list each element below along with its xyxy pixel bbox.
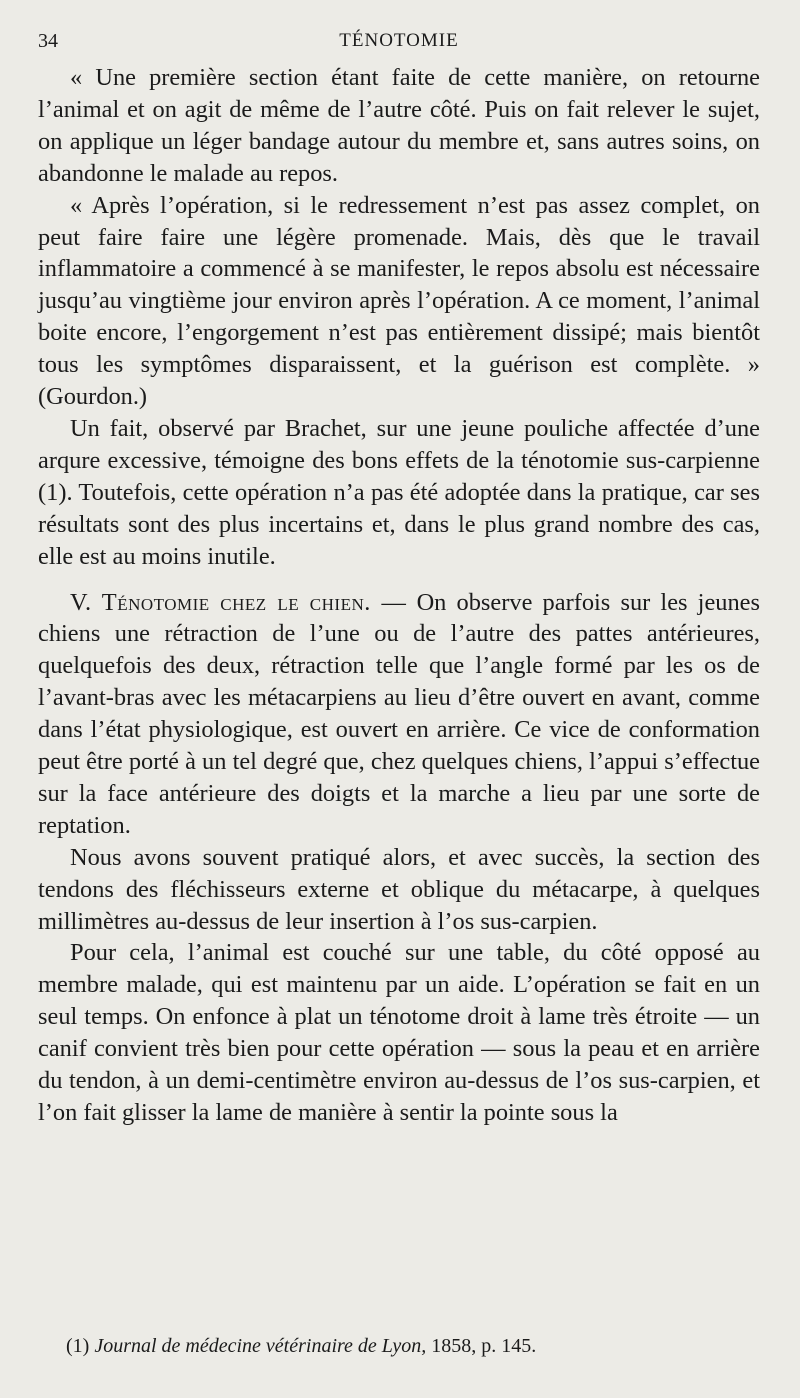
running-title: TÉNOTOMIE (339, 30, 459, 51)
section-text: On observe parfois sur les jeunes chiens une rétraction de l’une ou de l’autre des pattes antérieures, quelquefois des deux, rétraction telle que l’angle formé par les os de l’avant-bras avec les métacarpiens au lieu d’être ouvert en avant, comme dans l’état physiologique, est ouvert en arrière. Ce vice de conformation peut être porté à un tel degré que, chez quelques chiens, l’appui s’effectue sur la face antérieure des doigts et la marche a lieu par une sorte de reptation. (38, 588, 760, 839)
section-v-paragraph (38, 587, 760, 842)
paragraph-quote-2: « Après l’opération, si le redressement n’est pas assez complet, on peut faire faire une légère promenade. Mais, dès que le travail inflammatoire a commencé à se manifester, le repos absolu est nécessaire jusqu’au vingtième jour environ après l’opération. A ce moment, l’animal boite encore, l’engorgement n’est pas entièrement dissipé; mais bientôt tous les symptômes disparaissent, et la guérison est complète. » (Gourdon.) (38, 191, 760, 411)
body-text (38, 62, 760, 1129)
footnote-marker: (1) (66, 1335, 90, 1357)
section-heading: V. Ténotomie chez le chien. — (70, 588, 407, 616)
page-number: 34 (38, 30, 58, 52)
paragraph-section-tendons: Nous avons souvent pratiqué alors, et avec succès, la section des tendons des fléchisseurs externe et oblique du métacarpe, à quelques millimètres au-dessus de leur insertion à l’os sus-carpien. (38, 843, 760, 935)
footnote-source: Journal de médecine vétérinaire de Lyon, (94, 1335, 427, 1357)
footnote-details: 1858, p. 145. (431, 1335, 537, 1357)
footnote (66, 1333, 760, 1359)
paragraph-procedure: Pour cela, l’animal est couché sur une table, du côté opposé au membre malade, qui est maintenu par un aide. L’opération se fait en un seul temps. On enfonce à plat un ténotome droit à lame très étroite — un canif convient très bien pour cette opération — sous la peau et en arrière du tendon, à un demi-centimètre environ au-dessus de l’os sus-carpien, et l’on fait glisser la lame de manière à sentir la pointe sous la (38, 939, 760, 1126)
paragraph-brachet: Un fait, observé par Brachet, sur une jeune pouliche affectée d’une arqure excessive, témoigne des bons effets de la ténotomie sus-carpienne (1). Toutefois, cette opération n’a pas été adoptée dans la pratique, car ses résultats sont des plus incertains et, dans le plus grand nombre des cas, elle est au moins inutile. (38, 414, 760, 570)
running-head (38, 22, 760, 62)
paragraph-quote-1: « Une première section étant faite de cette manière, on retourne l’animal et on agit de même de l’autre côté. Puis on fait relever le sujet, on applique un léger bandage autour du membre et, sans autres soins, on abandonne le malade au repos. (38, 64, 760, 187)
